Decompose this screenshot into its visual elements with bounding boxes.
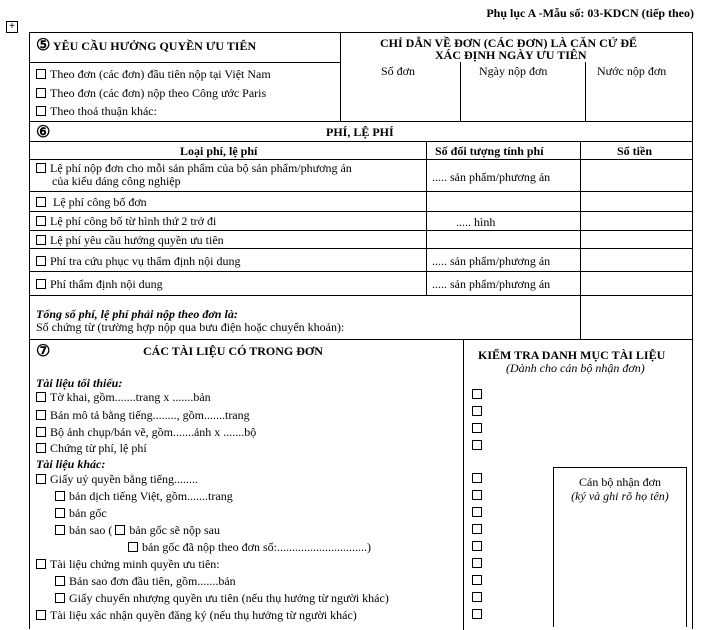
- doc-poa-original[interactable]: bản gốc: [55, 506, 107, 521]
- checkbox[interactable]: [36, 410, 46, 420]
- fee-count-examination: ..... sản phẩm/phương án: [432, 277, 551, 291]
- checklist-checkbox[interactable]: [472, 389, 482, 399]
- doc-photos[interactable]: Bộ ảnh chụp/bản vẽ, gồm.......ảnh x .......bộ: [36, 425, 256, 440]
- checkbox[interactable]: [36, 443, 46, 453]
- checkbox[interactable]: [36, 235, 46, 245]
- doc-priority-transfer[interactable]: Giấy chuyển nhượng quyền ưu tiên (nếu thụ hưởng từ người khác): [55, 591, 389, 606]
- checklist-checkbox[interactable]: [472, 575, 482, 585]
- checkbox[interactable]: [36, 216, 46, 226]
- divider: [340, 33, 341, 121]
- checklist-checkbox[interactable]: [472, 473, 482, 483]
- fee-row-publication[interactable]: Lệ phí công bố đơn: [36, 195, 147, 210]
- col-filing-date: Ngày nộp đơn: [479, 64, 548, 78]
- checklist-title: KIỂM TRA DANH MỤC TÀI LIỆU: [478, 348, 666, 362]
- fee-count-extra-image: ..... hình: [456, 215, 496, 229]
- col-fee-count: Số đối tượng tính phí: [435, 144, 544, 158]
- section-7-number: ⑦: [36, 343, 51, 360]
- checklist-checkbox[interactable]: [472, 406, 482, 416]
- col-filing-country: Nước nộp đơn: [597, 64, 667, 78]
- doc-power-of-attorney[interactable]: Giấy uỷ quyền bằng tiếng........: [36, 472, 198, 487]
- priority-guidance-title-2: XÁC ĐỊNH NGÀY ƯU TIÊN: [435, 48, 587, 62]
- expand-icon[interactable]: +: [6, 21, 18, 33]
- receiver-signature-box[interactable]: [553, 467, 687, 627]
- priority-option-paris[interactable]: Theo đơn (các đơn) nộp theo Công ước Paris: [36, 86, 266, 101]
- checklist-checkbox[interactable]: [472, 609, 482, 619]
- checklist-subtitle: (Dành cho cán bộ nhận đơn): [506, 361, 645, 375]
- col-fee-type: Loại phí, lệ phí: [180, 144, 258, 158]
- checkbox[interactable]: [55, 508, 65, 518]
- checklist-checkbox[interactable]: [472, 507, 482, 517]
- section-5-heading: [36, 39, 256, 54]
- checkbox[interactable]: [36, 279, 46, 289]
- checkbox[interactable]: [115, 525, 125, 535]
- min-docs-title: Tài liệu tối thiểu:: [36, 376, 123, 390]
- divider: [585, 62, 586, 121]
- fee-count-search: ..... sản phẩm/phương án: [432, 254, 551, 268]
- checklist-checkbox[interactable]: [472, 524, 482, 534]
- priority-guidance-title-1: CHỈ DẪN VỀ ĐƠN (CÁC ĐƠN) LÀ CĂN CỨ ĐỂ: [380, 36, 637, 50]
- doc-fee-voucher[interactable]: Chứng từ phí, lệ phí: [36, 441, 147, 456]
- section-6-number: ⑥: [36, 124, 51, 141]
- checkbox[interactable]: [36, 427, 46, 437]
- checklist-checkbox[interactable]: [472, 423, 482, 433]
- section-5-number: ⑤: [36, 37, 51, 54]
- fee-row-extra-image[interactable]: Lệ phí công bố từ hình thứ 2 trở đi: [36, 214, 216, 229]
- checkbox[interactable]: [36, 69, 46, 79]
- checkbox[interactable]: [36, 256, 46, 266]
- checklist-checkbox[interactable]: [472, 490, 482, 500]
- doc-poa-copy-submitted[interactable]: bản gốc đã nộp theo đơn số:..............................): [128, 540, 371, 555]
- priority-option-vietnam[interactable]: Theo đơn (các đơn) đầu tiên nộp tại Việt Nam: [36, 67, 271, 82]
- doc-description[interactable]: Bản mô tả bằng tiếng........, gồm.......trang: [36, 408, 250, 423]
- checkbox[interactable]: [36, 163, 46, 173]
- section-6: [29, 121, 693, 340]
- priority-option-other[interactable]: Theo thoả thuận khác:: [36, 104, 157, 119]
- section-7: [29, 339, 693, 629]
- fee-row-priority[interactable]: Lệ phí yêu cầu hưởng quyền ưu tiên: [36, 233, 224, 248]
- checkbox[interactable]: [36, 610, 46, 620]
- checkbox[interactable]: [36, 474, 46, 484]
- checkbox[interactable]: [36, 106, 46, 116]
- checkbox[interactable]: [55, 525, 65, 535]
- form-header: Phụ lục A -Mẫu số: 03-KDCN (tiếp theo): [486, 6, 694, 20]
- receiver-note: (ký và ghi rõ họ tên): [571, 489, 669, 503]
- doc-poa-translation[interactable]: bản dịch tiếng Việt, gồm.......trang: [55, 489, 233, 504]
- doc-priority-proof[interactable]: Tài liệu chứng minh quyền ưu tiên:: [36, 557, 220, 572]
- checkbox[interactable]: [36, 392, 46, 402]
- receiver-label: Cán bộ nhận đơn: [578, 475, 661, 489]
- fee-row-search[interactable]: Phí tra cứu phục vụ thẩm định nội dung: [36, 254, 240, 269]
- section-6-title: PHÍ, LỆ PHÍ: [326, 125, 394, 139]
- checkbox[interactable]: [55, 491, 65, 501]
- checkbox[interactable]: [36, 559, 46, 569]
- section-5: [29, 32, 693, 122]
- fee-count-filing: ..... sản phẩm/phương án: [432, 170, 551, 184]
- checklist-checkbox[interactable]: [472, 440, 482, 450]
- fee-row-examination[interactable]: Phí thẩm định nội dung: [36, 277, 163, 292]
- section-5-title: YÊU CẦU HƯỞNG QUYỀN ƯU TIÊN: [52, 39, 257, 53]
- divider: [30, 62, 340, 63]
- checklist-checkbox[interactable]: [472, 558, 482, 568]
- other-docs-title: Tài liệu khác:: [36, 457, 106, 471]
- col-fee-amount: Số tiền: [617, 144, 653, 158]
- checkbox[interactable]: [55, 593, 65, 603]
- doc-registration-right[interactable]: Tài liệu xác nhận quyền đăng ký (nếu thụ hưởng từ người khác): [36, 608, 357, 623]
- checklist-checkbox[interactable]: [472, 592, 482, 602]
- doc-declaration[interactable]: Tờ khai, gồm.......trang x .......bản: [36, 390, 211, 405]
- checkbox[interactable]: [36, 197, 46, 207]
- doc-poa-copy[interactable]: bản sao ( bản gốc sẽ nộp sau: [55, 523, 220, 538]
- checklist-checkbox[interactable]: [472, 541, 482, 551]
- col-application-number: Số đơn: [381, 64, 416, 78]
- checkbox[interactable]: [128, 542, 138, 552]
- voucher-label: Số chứng từ (trường hợp nộp qua bưu điện hoặc chuyển khoản):: [36, 320, 345, 334]
- fee-row-filing[interactable]: Lệ phí nộp đơn cho mỗi sản phẩm của bộ sản phẩm/phương án của kiểu dáng công nghiệp: [36, 162, 352, 188]
- checkbox[interactable]: [36, 88, 46, 98]
- checkbox[interactable]: [55, 576, 65, 586]
- total-fee-label: Tổng số phí, lệ phí phải nộp theo đơn là:: [36, 307, 238, 321]
- divider: [460, 62, 461, 121]
- section-7-title: CÁC TÀI LIỆU CÓ TRONG ĐƠN: [143, 344, 323, 358]
- doc-priority-copy[interactable]: Bản sao đơn đầu tiên, gồm.......bản: [55, 574, 236, 589]
